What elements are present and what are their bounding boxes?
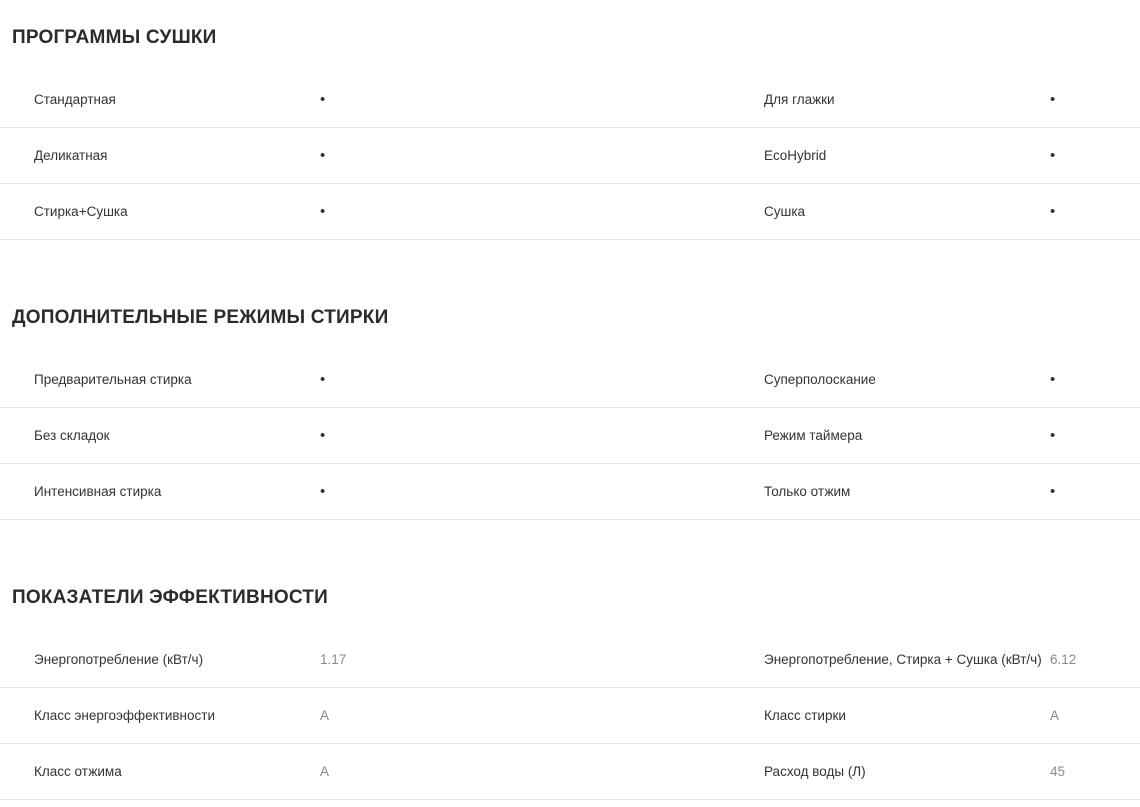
spacer: [0, 50, 1140, 72]
section-efficiency-indicators: [0, 520, 1140, 800]
spec-value: 45: [1050, 764, 1066, 779]
spec-label: Энергопотребление, Стирка + Сушка (кВт/ч): [764, 652, 1042, 667]
section-title: ПОКАЗАТЕЛИ ЭФФЕКТИВНОСТИ: [12, 587, 328, 608]
spec-label: Класс энергоэффективности: [34, 708, 215, 723]
spec-value: •: [320, 147, 326, 164]
spec-value: A: [320, 708, 330, 723]
table-row: [0, 464, 1140, 520]
spacer: [0, 520, 1140, 586]
spec-value: •: [320, 203, 326, 220]
spec-label: Стандартная: [34, 92, 116, 107]
spec-value: 6.12: [1050, 652, 1077, 667]
spec-label: Для глажки: [764, 92, 835, 107]
spec-value: A: [320, 764, 330, 779]
spec-label: Деликатная: [34, 148, 108, 163]
spec-value: •: [1050, 203, 1056, 220]
spec-label: Стирка+Сушка: [34, 204, 128, 219]
spec-value: •: [1050, 371, 1056, 388]
spec-label: Суперполоскание: [764, 372, 876, 387]
spec-value: 1.17: [320, 652, 347, 667]
spec-label: Только отжим: [764, 484, 851, 499]
section-additional-wash-modes: [0, 240, 1140, 520]
table-row: [0, 352, 1140, 408]
spec-label: Класс стирки: [764, 708, 846, 723]
spec-table: [0, 632, 1140, 800]
spacer: [0, 330, 1140, 352]
section-drying-programs: [0, 0, 1140, 240]
spec-label: Без складок: [34, 428, 110, 443]
spec-label: Режим таймера: [764, 428, 863, 443]
spacer: [0, 0, 1140, 26]
spec-label: Энергопотребление (кВт/ч): [34, 652, 204, 667]
spacer: [0, 610, 1140, 632]
spec-value: •: [320, 483, 326, 500]
spec-label: Интенсивная стирка: [34, 484, 162, 499]
spec-table: [0, 72, 1140, 240]
spec-value: A: [1050, 708, 1060, 723]
section-title: ПРОГРАММЫ СУШКИ: [12, 27, 217, 48]
table-row: [0, 184, 1140, 240]
spec-table: [0, 352, 1140, 520]
table-row: [0, 128, 1140, 184]
table-row: [0, 688, 1140, 744]
spec-label: Класс отжима: [34, 764, 122, 779]
table-row: [0, 632, 1140, 688]
spec-value: •: [1050, 91, 1056, 108]
spec-value: •: [1050, 427, 1056, 444]
spec-value: •: [1050, 147, 1056, 164]
spacer: [0, 240, 1140, 306]
spec-value: •: [320, 427, 326, 444]
spec-label: Предварительная стирка: [34, 372, 192, 387]
spec-label: EcoHybrid: [764, 148, 827, 163]
spec-value: •: [320, 91, 326, 108]
table-row: [0, 744, 1140, 800]
section-title: ДОПОЛНИТЕЛЬНЫЕ РЕЖИМЫ СТИРКИ: [12, 307, 389, 328]
table-row: [0, 72, 1140, 128]
spec-label: Расход воды (Л): [764, 764, 866, 779]
spec-label: Сушка: [764, 204, 806, 219]
table-row: [0, 408, 1140, 464]
spec-value: •: [320, 371, 326, 388]
spec-value: •: [1050, 483, 1056, 500]
